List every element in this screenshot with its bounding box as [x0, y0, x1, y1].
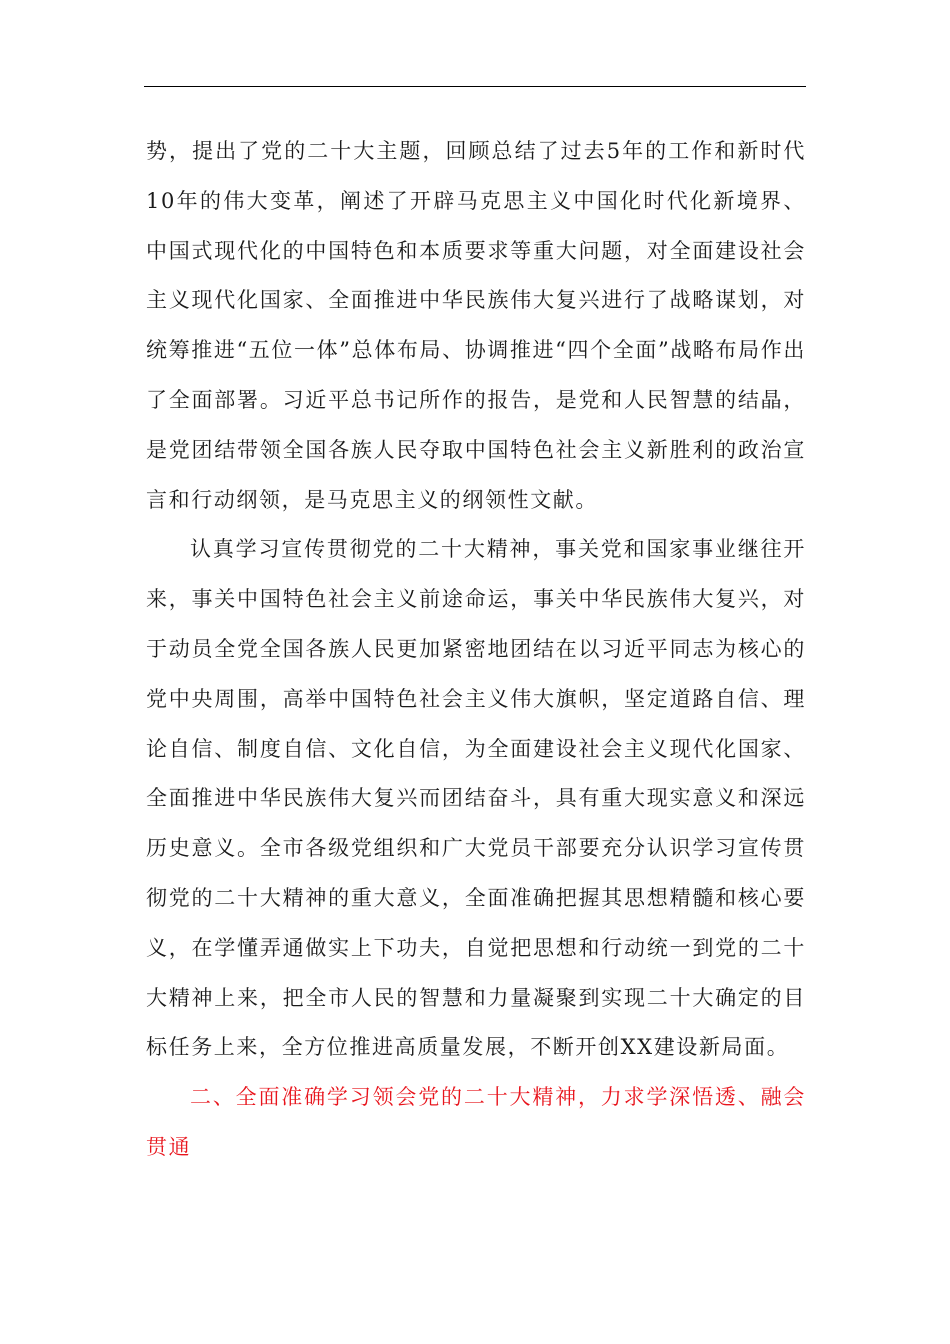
- paragraph-significance: 认真学习宣传贯彻党的二十大精神，事关党和国家事业继往开来，事关中国特色社会主义前途命运，事关中华民族伟大复兴，对于动员全党全国各族人民更加紧密地团结在以习近平同志为核心的党中央周围，高举中国特色社会主义伟大旗帜，坚定道路自信、理论自信、制度自信、文化自信，为全面建设社会主义现代化国家、全面推进中华民族伟大复兴而团结奋斗，具有重大现实意义和深远历史意义。全市各级党组织和广大党员干部要充分认识学习宣传贯彻党的二十大精神的重大意义，全面准确把握其思想精髓和核心要义，在学懂弄通做实上下功夫，自觉把思想和行动统一到党的二十大精神上来，把全市人民的智慧和力量凝聚到实现二十大确定的目标任务上来，全方位推进高质量发展，不断开创XX建设新局面。: [146, 537, 806, 1060]
- document-body: [146, 127, 806, 1173]
- section-heading-two: 二、全面准确学习领会党的二十大精神，力求学深悟透、融会贯通: [146, 1085, 806, 1159]
- header-rule: [144, 86, 806, 87]
- paragraph-continuation: 势，提出了党的二十大主题，回顾总结了过去5年的工作和新时代10年的伟大变革，阐述了开辟马克思主义中国化时代化新境界、中国式现代化的中国特色和本质要求等重大问题，对全面建设社会主义现代化国家、全面推进中华民族伟大复兴进行了战略谋划，对统筹推进“五位一体”总体布局、协调推进“四个全面”战略布局作出了全面部署。习近平总书记所作的报告，是党和人民智慧的结晶，是党团结带领全国各族人民夺取中国特色社会主义新胜利的政治宣言和行动纲领，是马克思主义的纲领性文献。: [146, 139, 806, 512]
